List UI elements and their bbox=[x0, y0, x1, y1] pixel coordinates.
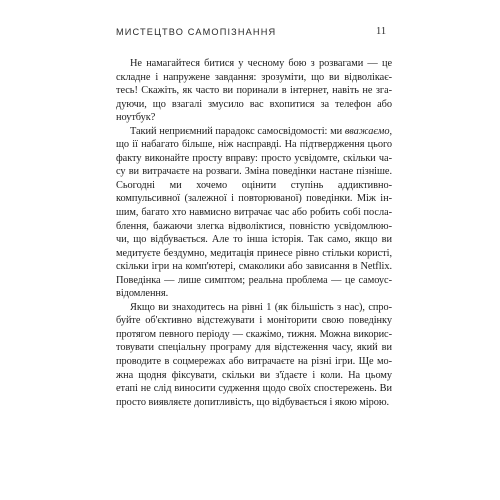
text-line: Сьогодні ми хочемо оцінити ступінь аддиктивно- bbox=[116, 179, 392, 191]
text-line: блення, бажаючи злегка відволіктися, повністю усвідомлюю- bbox=[116, 220, 392, 232]
text-line: чи, що відбувається. Але то інша історія. Так само, якщо ви bbox=[116, 234, 392, 246]
page-number: 11 bbox=[376, 26, 387, 37]
body-text bbox=[116, 57, 392, 409]
text-line: Не намагайтеся битися у чесному бою з розвагами — це bbox=[130, 58, 392, 69]
text-line: скільки ігри на комп'ютері, смаколики або зависання в Netflix. bbox=[116, 261, 392, 273]
paragraph bbox=[116, 57, 392, 125]
text-line: шим, багато хто навмисно витрачає час або робить собі посла- bbox=[116, 207, 392, 219]
text-line: Якщо ви знаходитесь на рівні 1 (як більшість з нас), спро- bbox=[130, 301, 392, 313]
paragraph bbox=[116, 301, 392, 409]
text-line: буйте об'єктивно відстежувати і моніторити свою поведінку bbox=[116, 315, 392, 327]
text-line: факту виконайте просту вправу: просто усвідомте, скільки ча- bbox=[116, 152, 392, 164]
text-line: компульсивної (залежної і повторюваної) поведінки. Між ін- bbox=[116, 193, 392, 205]
text-line: медитуєте бездумно, медитація принесе рівно стільки користі, bbox=[116, 247, 392, 259]
text-line: Поведінка — лише симптом; реальна проблема — це самоус- bbox=[116, 274, 392, 286]
text-line: жна щодня фіксувати, скільки ви з'їдаєте і коли. На цьому bbox=[116, 369, 392, 381]
text-line: товувати спеціальну програму для відстеження часу, який ви bbox=[116, 342, 392, 354]
text-line: су ви витрачаєте на розваги. Зміна поведінки настане пізніше. bbox=[116, 166, 392, 178]
text-line: Такий неприємний парадокс самосвідомості: ми вважаємо, bbox=[130, 125, 392, 137]
text-line: дуючи, що взагалі змусило вас вхопитися за телефон або bbox=[116, 98, 392, 110]
text-line: просто виявляєте допитливість, що відбувається і якою мірою. bbox=[116, 396, 390, 408]
text-line: що ії набагато більше, ніж насправді. На підтвердження цього bbox=[116, 139, 392, 151]
text-line: протягом певного періоду — скажімо, тижня. Можна викорис- bbox=[116, 328, 392, 340]
text-line: ноутбук? bbox=[116, 112, 156, 124]
running-title: МИСТЕЦТВО САМОПІЗНАННЯ bbox=[116, 27, 277, 37]
text-line: етапі не слід виносити судження щодо своїх спостережень. Ви bbox=[116, 383, 392, 395]
text-line: тесь! Скажіть, як часто ви поринали в інтернет, навіть не зга- bbox=[116, 85, 392, 97]
text-line: відомлення. bbox=[116, 288, 169, 300]
text-line: проводите в соцмережах або витрачаєте на різні ігри. Ще мо- bbox=[116, 356, 392, 368]
paragraph bbox=[116, 125, 392, 301]
emphasized-word: вважаємо bbox=[344, 125, 390, 137]
text-line: складне і напружене завдання: зрозуміти, що ви відволікає- bbox=[116, 71, 392, 83]
